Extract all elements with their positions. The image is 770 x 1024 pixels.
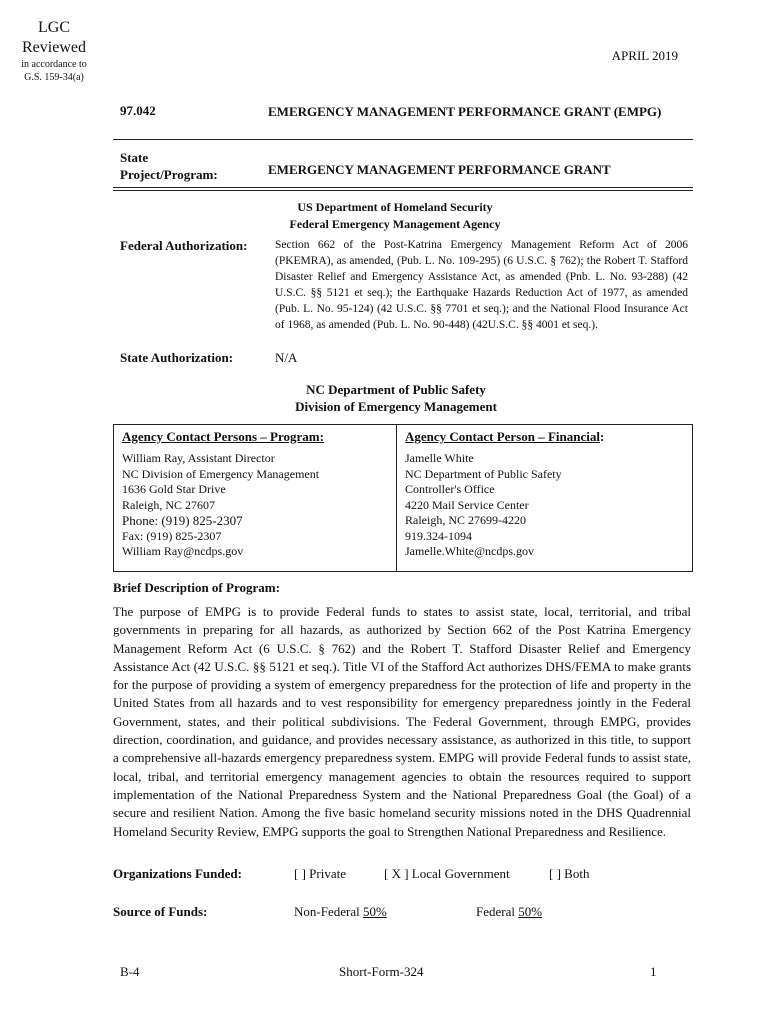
financial-contact-line: Raleigh, NC 27699-4220	[405, 513, 526, 527]
program-description: The purpose of EMPG is to provide Federal funds to states to assist state, local, territorial, and tribal governments in preparing for all hazards, as authorized by Section 662 of the Post Katrina Emergency Management Reform Act (6 U.S.C. § 762) and the Robert T. Stafford Disaster Relief and Emergency Assistance Act (42 U.S.C. §§ 5121 et seq.). Title VI of the Stafford Act authorizes DHS/FEMA to make grants for the purpose of providing a system of emergency preparedness for the protection of life and property in the United States from all hazards and to vest responsibility for emergency preparedness jointly in the Federal Government, states, and their political subdivisions. The Federal Government, through EMPG, provides direction, coordination, and guidance, and provides necessary assistance, as authorized in this title, to support a comprehensive all-hazards emergency preparedness system. EMPG will provide Federal funds to assist state, local, tribal, and territorial emergency management agencies to obtain the resources required to support implementation of the National Preparedness System and the National Preparedness Goal (the Goal) of a secure and resilient Nation. Among the five basic homeland security missions noted in the DHS Quadrennial Homeland Security Review, EMPG supports the goal to Strengthen National Preparedness and Resilience.	[113, 604, 691, 839]
non-federal-percent: 50%	[362, 904, 387, 919]
financial-contact-line: 4220 Mail Service Center	[405, 497, 529, 512]
federal-agency-line1: US Department of Homeland Security	[297, 200, 493, 214]
footer-page-number: 1	[650, 964, 657, 979]
org-option-private: [ ] Private	[294, 866, 346, 881]
financial-contact-column	[397, 425, 692, 571]
program-contact-line: William Ray, Assistant Director	[122, 451, 275, 465]
program-contact-heading: Agency Contact Persons – Program:	[122, 429, 324, 444]
non-federal-share	[294, 904, 387, 920]
program-contact-column	[114, 425, 397, 571]
federal-agency-line2: Federal Emergency Management Agency	[289, 217, 501, 231]
federal-agency	[270, 199, 520, 233]
financial-contact-heading: Agency Contact Person – Financial	[405, 429, 600, 444]
footer-form-name: Short-Form-324	[339, 964, 424, 979]
state-authorization-label: State Authorization:	[120, 350, 234, 365]
divider	[113, 190, 693, 191]
stamp-line-3: in accordance to	[21, 59, 87, 70]
stamp-line-4: G.S. 159-34(a)	[24, 72, 84, 83]
state-program-label	[120, 149, 218, 183]
org-option-both: [ ] Both	[549, 866, 590, 881]
organizations-funded-label: Organizations Funded:	[113, 866, 242, 881]
program-contact-line: NC Division of Emergency Management	[122, 466, 320, 481]
federal-authorization-text: Section 662 of the Post-Katrina Emergency Management Reform Act of 2006 (PKEMRA), as amended, (Pub. L. No. 109-295) (6 U.S.C. § 762); the Robert T. Stafford Disaster Relief and Emergency Assistance Act, as amended (Pnb. L. No. 93-288) (42 U.S.C. §§ 5121 et seq.); the Earthquake Hazards Reduction Act of 1977, as amended (Pub. L. No. 95-124) (42 U.S.C. §§ 7701 et seq.); and the National Flood Insurance Act of 1968, as amended (Pub. L. No. 90-448) (42U.S.C. §§ 4001 et seq.).	[275, 239, 688, 331]
footer-page-code: B-4	[120, 964, 140, 979]
federal-authorization-label: Federal Authorization:	[120, 238, 248, 253]
divider	[113, 139, 693, 140]
state-agency	[270, 381, 522, 415]
financial-contact-line: Jamelle White	[405, 451, 474, 465]
financial-contact-line: Controller's Office	[405, 482, 495, 496]
federal-percent: 50%	[518, 904, 543, 919]
financial-contact-line: Jamelle.White@ncdps.gov	[405, 544, 535, 558]
document-date: APRIL 2019	[611, 48, 678, 63]
state-program-label-line1: State	[120, 150, 149, 165]
program-contact-line: Fax: (919) 825-2307	[122, 528, 222, 543]
program-contact-line: Phone: (919) 825-2307	[122, 513, 243, 528]
divider	[113, 187, 693, 188]
financial-contact-lines	[405, 451, 562, 560]
program-contact-lines	[122, 451, 319, 560]
financial-contact-line: NC Department of Public Safety	[405, 466, 562, 481]
brief-description-heading: Brief Description of Program:	[113, 580, 280, 595]
state-program-label-line2: Project/Program:	[120, 167, 218, 182]
contacts-table	[113, 424, 693, 572]
state-agency-line1: NC Department of Public Safety	[306, 382, 486, 397]
state-authorization-value: N/A	[275, 350, 298, 365]
federal-share	[476, 904, 542, 920]
financial-contact-heading-wrap	[405, 429, 604, 445]
cfda-number: 97.042	[120, 103, 156, 118]
financial-contact-heading-suffix: :	[599, 429, 605, 444]
org-option-local-government: [ X ] Local Government	[384, 866, 510, 881]
federal-label: Federal	[476, 904, 515, 919]
program-title: EMERGENCY MANAGEMENT PERFORMANCE GRANT (EMPG)	[268, 104, 662, 119]
state-agency-line2: Division of Emergency Management	[295, 399, 497, 414]
non-federal-label: Non-Federal	[294, 904, 360, 919]
state-program-value: EMERGENCY MANAGEMENT PERFORMANCE GRANT	[268, 162, 611, 177]
source-of-funds-label: Source of Funds:	[113, 904, 208, 919]
financial-contact-line: 919.324-1094	[405, 528, 472, 543]
lgc-review-stamp	[14, 18, 94, 84]
stamp-line-2: Reviewed	[22, 39, 86, 56]
program-contact-line: William Ray@ncdps.gov	[122, 544, 244, 558]
stamp-line-1: LGC	[38, 19, 70, 36]
program-contact-line: Raleigh, NC 27607	[122, 497, 215, 512]
program-contact-line: 1636 Gold Star Drive	[122, 482, 226, 496]
